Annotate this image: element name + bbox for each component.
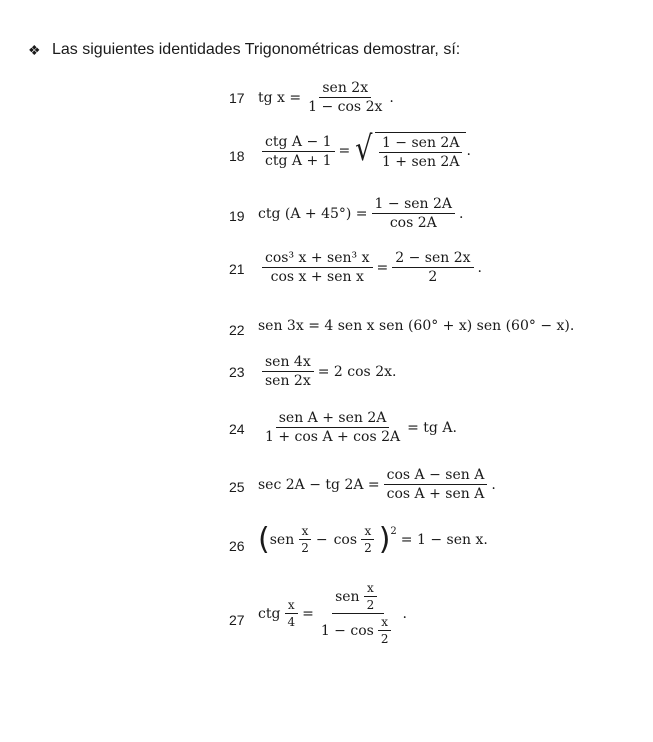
exercise-number: 25 xyxy=(229,479,245,495)
numerator: sen 4x xyxy=(262,354,314,372)
numerator: x xyxy=(378,615,391,631)
denominator: cos 2A xyxy=(389,215,437,231)
sen-term: sen xyxy=(335,588,360,605)
period: . xyxy=(459,205,464,222)
numerator: sen 2x xyxy=(319,80,371,98)
denominator: 2 xyxy=(380,632,389,646)
square-root xyxy=(353,129,466,170)
cos-term: 1 − cos xyxy=(320,622,374,639)
rhs: = 1 − sen x. xyxy=(400,531,488,548)
denominator: 1 + cos A + cos 2A xyxy=(265,429,401,445)
numerator: ctg A − 1 xyxy=(262,134,335,152)
diamond-bullet-icon: ❖ xyxy=(28,41,41,58)
denominator: 1 − cos 2x xyxy=(308,99,383,115)
numerator: x xyxy=(361,524,374,540)
exercise-17-formula xyxy=(258,80,394,115)
fraction xyxy=(262,410,403,445)
fraction xyxy=(305,80,385,115)
period: . xyxy=(466,143,471,159)
exercise-number: 22 xyxy=(229,322,245,338)
exercise-number: 18 xyxy=(229,148,245,164)
lhs: sec 2A − tg 2A = xyxy=(258,476,380,493)
exercise-24-formula xyxy=(258,410,457,445)
exercise-23-formula xyxy=(258,354,396,389)
fraction xyxy=(372,196,456,231)
denominator: ctg A + 1 xyxy=(265,152,332,169)
numerator: cos A − sen A xyxy=(384,467,488,485)
numerator: x xyxy=(364,581,377,597)
fraction xyxy=(384,467,488,502)
cos-term: cos xyxy=(333,531,358,548)
exercise-number: 26 xyxy=(229,538,245,554)
lhs: ctg (A + 45°) = xyxy=(258,205,368,222)
fraction xyxy=(392,250,473,285)
fraction xyxy=(262,134,335,169)
denominator: 2 xyxy=(301,541,309,555)
numerator: cos³ x + sen³ x xyxy=(262,250,373,268)
radical-sign-icon: √ xyxy=(355,129,373,169)
exercise-number: 21 xyxy=(229,261,245,277)
numerator xyxy=(332,581,384,614)
denominator: 1 + sen 2A xyxy=(381,154,460,170)
exercise-number: 23 xyxy=(229,364,245,380)
numerator: x xyxy=(299,524,312,540)
numerator: sen A + sen 2A xyxy=(276,410,390,428)
compound-fraction xyxy=(318,581,399,646)
exercise-number: 27 xyxy=(229,612,245,628)
exercise-18-formula xyxy=(258,129,471,170)
minus-sign: − xyxy=(315,531,328,548)
period: . xyxy=(402,605,407,622)
period: . xyxy=(477,259,482,276)
exercise-number: 17 xyxy=(229,90,245,106)
period: . xyxy=(491,476,496,493)
equals-sign: = xyxy=(338,143,351,159)
fraction xyxy=(298,524,312,555)
sen-term: sen xyxy=(269,531,295,548)
exercise-number: 24 xyxy=(229,421,245,437)
numerator: 1 − sen 2A xyxy=(379,135,463,153)
rhs: = tg A. xyxy=(407,419,457,436)
denominator: 4 xyxy=(287,615,296,629)
lhs: ctg xyxy=(258,605,281,622)
equals-sign: = xyxy=(302,605,314,622)
fraction xyxy=(379,135,463,170)
numerator: 1 − sen 2A xyxy=(372,196,456,214)
fraction xyxy=(361,524,375,555)
close-paren: ) xyxy=(378,521,391,557)
denominator: cos x + sen x xyxy=(270,269,364,285)
exercise-number: 19 xyxy=(229,208,245,224)
denominator: 2 xyxy=(428,269,438,285)
exercise-26-formula xyxy=(258,521,488,557)
denominator: 2 xyxy=(366,598,375,612)
fraction xyxy=(262,354,314,389)
exercise-19-formula xyxy=(258,196,464,231)
lhs: tg x = xyxy=(258,89,302,106)
heading-text: Las siguientes identidades Trigonométricas demostrar, sí: xyxy=(52,41,461,58)
denominator xyxy=(318,614,399,646)
period: . xyxy=(389,89,394,106)
numerator: x xyxy=(285,598,298,614)
denominator: cos A + sen A xyxy=(386,486,485,502)
fraction xyxy=(378,615,392,646)
denominator: sen 2x xyxy=(265,373,311,389)
exercise-25-formula xyxy=(258,467,496,502)
fraction xyxy=(364,581,378,612)
exponent: 2 xyxy=(390,526,397,537)
denominator: 2 xyxy=(364,541,372,555)
formula-text: sen 3x = 4 sen x sen (60° + x) sen (60° − x). xyxy=(258,318,575,334)
equals-sign: = xyxy=(376,259,389,276)
fraction xyxy=(284,598,298,629)
fraction xyxy=(262,250,373,285)
instructions-heading xyxy=(28,41,460,59)
exercise-22-formula xyxy=(258,318,574,334)
rhs: = 2 cos 2x. xyxy=(317,363,397,380)
exercise-27-formula xyxy=(258,581,407,646)
open-paren: ( xyxy=(258,521,270,557)
exercise-21-formula xyxy=(258,250,482,285)
numerator: 2 − sen 2x xyxy=(392,250,473,268)
